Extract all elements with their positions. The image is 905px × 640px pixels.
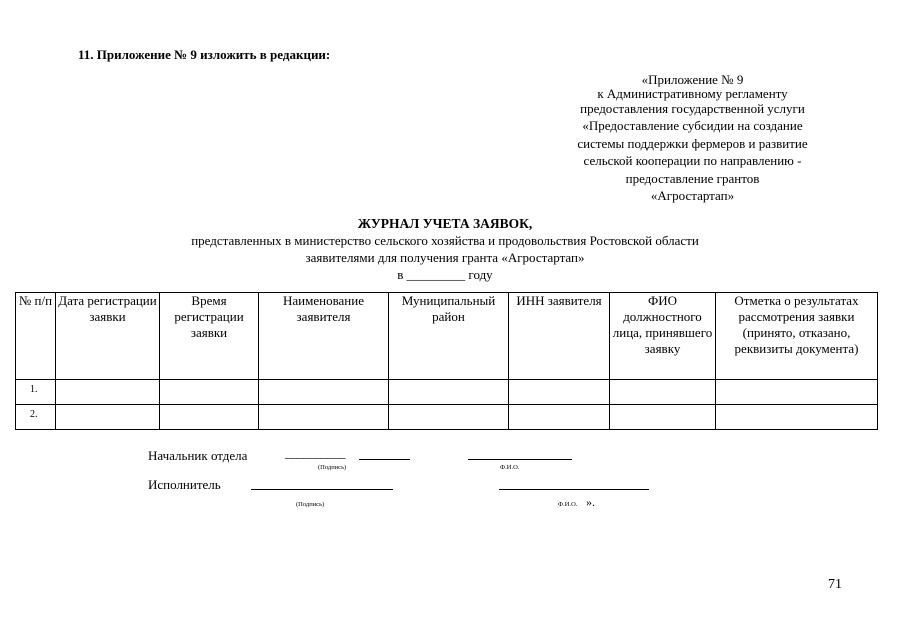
journal-title: ЖУРНАЛ УЧЕТА ЗАЯВОК,: [357, 216, 533, 231]
appendix-line: предоставления государственной услуги: [580, 100, 805, 116]
table-cell: [509, 380, 610, 405]
table-cell: 1.: [16, 380, 56, 405]
table-cell: 2.: [16, 405, 56, 430]
fio-caption: Ф.И.О.: [558, 501, 578, 508]
table-cell: [716, 405, 878, 430]
appendix-line: «Агростартап»: [650, 188, 735, 203]
appendix-line: сельской кооперации по направлению -: [583, 153, 802, 168]
table-cell: [56, 380, 160, 405]
appendix-reference: [520, 71, 865, 205]
applications-journal-table: [15, 292, 878, 430]
column-header: Время регистрации заявки: [160, 293, 259, 380]
table-cell: [259, 380, 389, 405]
table-cell: [259, 405, 389, 430]
column-header: № п/п: [16, 293, 56, 380]
table-cell: [389, 405, 509, 430]
appendix-line: системы поддержки фермеров и развитие: [577, 135, 808, 151]
appendix-line: предоставление грантов: [625, 170, 760, 186]
journal-title-block: [90, 215, 800, 283]
journal-subtitle-line: представленных в министерство сельского хозяйства и продовольствия Ростовской области: [191, 233, 699, 248]
column-header: ИНН заявителя: [509, 293, 610, 380]
column-header: Муниципальный район: [389, 293, 509, 380]
table-cell: [160, 380, 259, 405]
signature-caption: (Подпись): [296, 501, 325, 508]
table-cell: [610, 405, 716, 430]
column-header: ФИО должностного лица, принявшего заявку: [610, 293, 716, 380]
fio-caption: Ф.И.О.: [500, 464, 520, 471]
executor-signature-line: [251, 489, 393, 490]
table-row: [16, 405, 878, 430]
head-signature-line-tail: [359, 459, 410, 460]
column-header: Наименование заявителя: [259, 293, 389, 380]
table-header-row: [16, 293, 878, 380]
table-cell: [716, 380, 878, 405]
amendment-heading: 11. Приложение № 9 изложить в редакции:: [78, 47, 331, 62]
page-number: 71: [828, 577, 842, 592]
table-cell: [509, 405, 610, 430]
journal-year-line: в _________ году: [397, 267, 493, 282]
appendix-line: к Административному регламенту: [597, 85, 788, 101]
appendix-line: «Приложение № 9: [641, 72, 744, 87]
executor-fio-line: [499, 489, 649, 490]
head-of-department-label: Начальник отдела: [148, 448, 248, 463]
table-cell: [610, 380, 716, 405]
signature-caption: (Подпись): [318, 464, 347, 471]
head-fio-line: [468, 459, 572, 460]
column-header: Отметка о результатах рассмотрения заявки (принято, отказано, реквизиты документа): [716, 293, 878, 380]
column-header: Дата регистрации заявки: [56, 293, 160, 380]
executor-label: Исполнитель: [148, 477, 221, 492]
journal-subtitle-line: заявителями для получения гранта «Агростартап»: [305, 250, 585, 265]
closing-quote-mark: ».: [586, 495, 595, 509]
table-cell: [56, 405, 160, 430]
table-cell: [160, 405, 259, 430]
table-cell: [389, 380, 509, 405]
appendix-line: «Предоставление субсидии на создание: [582, 118, 803, 133]
head-signature-line: __________: [285, 445, 345, 460]
table-row: [16, 380, 878, 405]
